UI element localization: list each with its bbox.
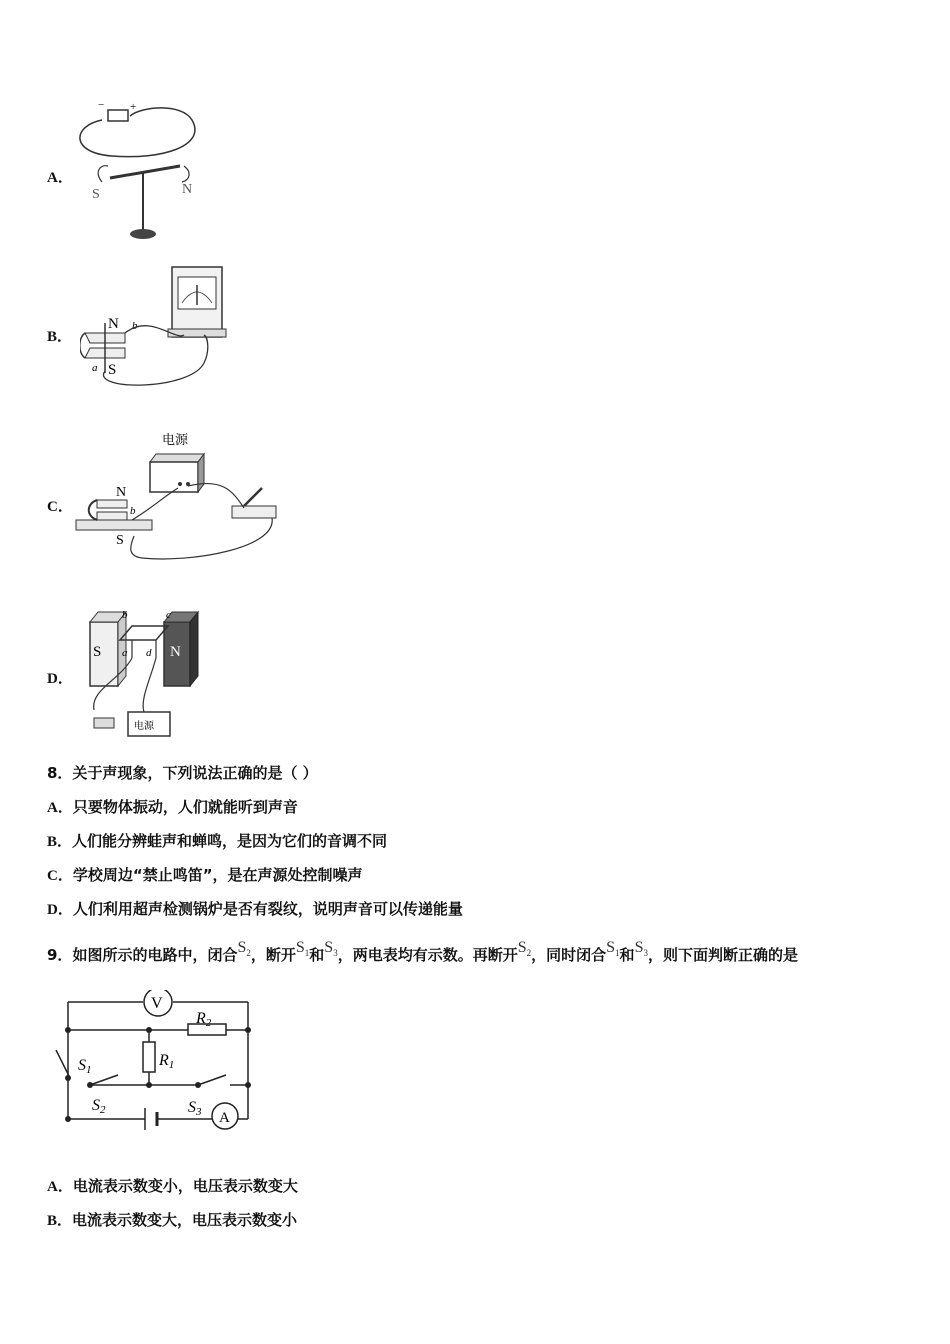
resistor-r2-label: R2: [196, 1010, 212, 1029]
coil-corner-a: a: [122, 647, 128, 659]
conductor-end-b: b: [130, 505, 136, 517]
ammeter-label: A: [219, 1110, 230, 1126]
coil-corner-d: d: [146, 647, 152, 659]
switch-s3-label: S3: [188, 1099, 202, 1118]
question-9-stem: 9．如图所示的电路中，闭合$S_2$，断开$S_1$和$S_3$，两电表均有示数。再断开$S_2$，同时闭合$S_1$和$S_3$，则下面判断正确的是: [47, 939, 798, 964]
magnet-south-label: S: [108, 362, 117, 378]
battery-plus-sign: +: [130, 101, 137, 113]
q8-option-d: D．人们利用超声检测锅炉是否有裂纹，说明声音可以传递能量: [47, 900, 463, 918]
coil-corner-c: c: [166, 609, 171, 621]
option-c-label: C．: [47, 499, 73, 515]
q8-option-b: B．人们能分辨蛙声和蝉鸣，是因为它们的音调不同: [47, 832, 388, 850]
switch-s1-symbol: $S_1$: [295, 939, 310, 959]
switch-s3-symbol: $S_3$: [634, 939, 648, 959]
figure-galvanometer-magnet: [80, 263, 230, 391]
switch-s1-symbol: $S_1$: [606, 939, 620, 959]
battery-minus-sign: −: [98, 99, 105, 111]
magnet-south-label: S: [116, 533, 124, 548]
option-d-label: D．: [47, 671, 73, 687]
switch-s2-symbol: $S_2$: [237, 939, 251, 959]
question-8-stem: 8．关于声现象，下列说法正确的是（ ）: [47, 764, 318, 782]
conductor-end-a: a: [92, 362, 98, 374]
magnet-north-label: N: [116, 485, 127, 500]
magnet-south-label: S: [93, 644, 102, 660]
q9-option-b: B．电流表示数变大，电压表示数变小: [47, 1211, 298, 1229]
switch-s1-label: S1: [78, 1057, 92, 1076]
magnet-north-label: N: [108, 316, 119, 332]
switch-s2-label: S2: [92, 1097, 106, 1116]
option-a-label: A．: [47, 170, 73, 186]
needle-south-label: S: [92, 187, 100, 202]
coil-corner-b: b: [122, 609, 128, 621]
q8-option-a: A．只要物体振动，人们就能听到声音: [47, 798, 298, 816]
figure-compass-needle-wire: [72, 98, 202, 243]
power-supply-label: 电源: [134, 721, 154, 732]
power-supply-label: 电源: [162, 432, 189, 447]
switch-s2-symbol: $S_2$: [517, 939, 532, 959]
q9-option-a: A．电流表示数变小，电压表示数变大: [47, 1177, 298, 1195]
switch-s3-symbol: $S_3$: [324, 939, 338, 959]
magnet-north-label: N: [170, 644, 181, 660]
voltmeter-label: V: [151, 995, 163, 1012]
figure-power-supply-switch: [72, 428, 287, 563]
needle-north-label: N: [182, 182, 193, 197]
q8-option-c: C．学校周边“禁止鸣笛”，是在声源处控制噪声: [47, 866, 363, 884]
resistor-r1-label: R1: [159, 1052, 175, 1071]
figure-motor-coil-magnets: [80, 600, 205, 745]
option-b-label: B．: [47, 329, 73, 345]
conductor-end-b: b: [132, 320, 138, 332]
circuit-diagram: [50, 990, 265, 1140]
